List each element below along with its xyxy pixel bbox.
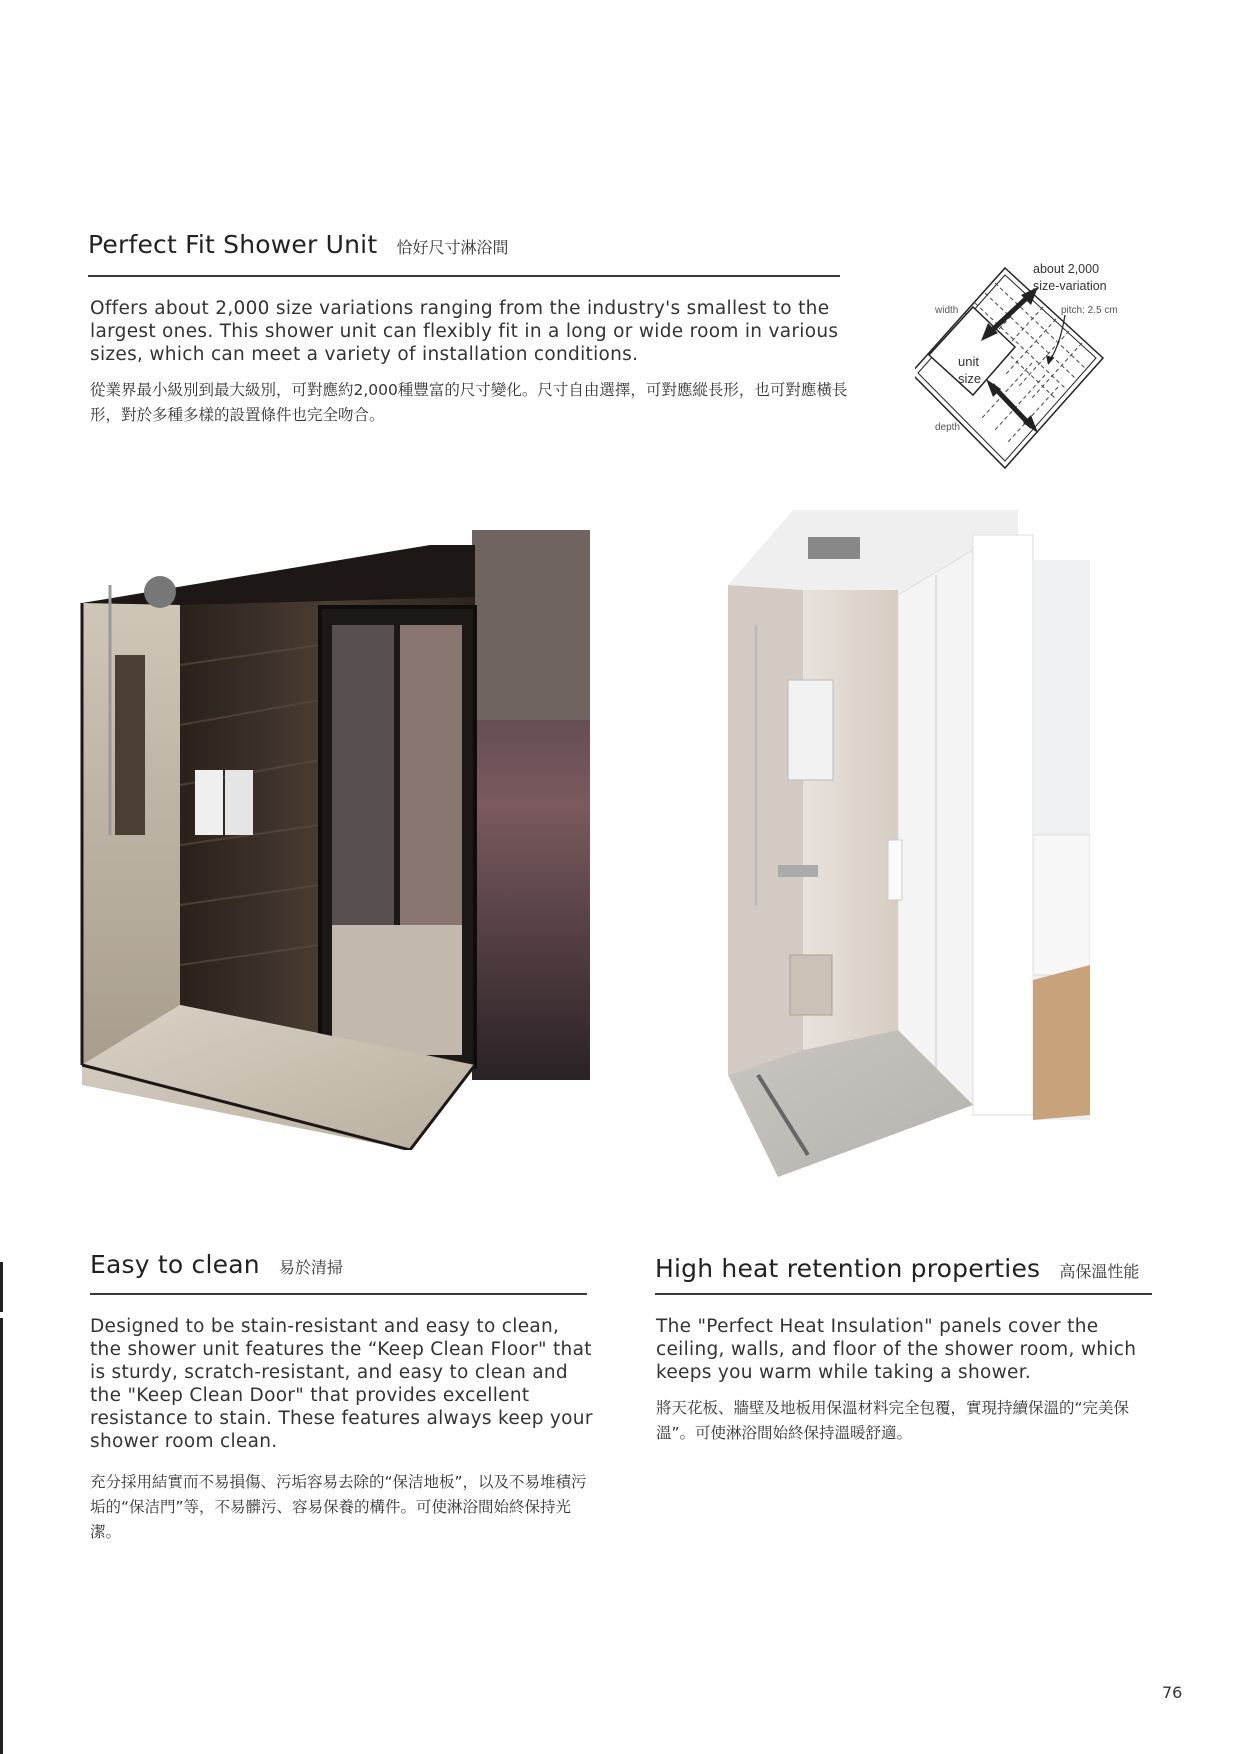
section1-rule	[88, 275, 840, 277]
section2-rule	[90, 1293, 587, 1295]
unit-label-1: unit	[958, 354, 979, 369]
white-shower-photo	[718, 505, 1090, 1177]
section1-title-zh: 恰好尺寸淋浴間	[396, 238, 509, 257]
section2-title-zh: 易於清掃	[278, 1258, 343, 1277]
dark-shower-illustration	[80, 525, 600, 1150]
unit-label-2: size	[958, 371, 982, 386]
variation-label-2: size-variation	[1033, 279, 1107, 293]
section3-title-zh: 高保溫性能	[1059, 1262, 1140, 1281]
section2-heading	[90, 1250, 343, 1279]
section3-body-zh: 將天花板、牆壁及地板用保溫材料完全包覆，實現持續保溫的“完美保溫”。可使淋浴間始終保持溫暖舒適。	[656, 1399, 1130, 1442]
section2-body-zh: 充分採用結實而不易損傷、污垢容易去除的“保洁地板”，以及不易堆積污垢的“保洁門”等，不易髒污、容易保養的構件。可使淋浴間始終保持光潔。	[90, 1473, 587, 1541]
section1-title: Perfect Fit Shower Unit	[88, 230, 378, 259]
section1-body-en: Offers about 2,000 size variations ranging from the industry's smallest to the largest ones. This shower unit can flexibly fit in a long or wide room in various sizes, which can meet a variety of installation conditions.	[90, 298, 839, 365]
section2-body-en: Designed to be stain-resistant and easy to clean, the shower unit features the “Keep Clean Floor" that is sturdy, scratch-resistant, and easy to clean and the "Keep Clean Door" that provides excellent resistance to stain. These features always keep your shower room clean.	[90, 1316, 593, 1452]
dark-shower-photo	[80, 525, 600, 1150]
width-label: width	[935, 305, 959, 316]
pitch-label: pitch: 2.5 cm	[1061, 305, 1118, 316]
section3-title: High heat retention properties	[655, 1254, 1041, 1283]
variation-label-1: about 2,000	[1033, 262, 1100, 276]
size-variation-diagram	[915, 255, 1135, 485]
page-number: 76	[1162, 1683, 1183, 1702]
depth-label: depth	[935, 422, 961, 433]
section3-body-en: The "Perfect Heat Insulation" panels cover the ceiling, walls, and floor of the shower room, which keeps you warm while taking a shower.	[656, 1316, 1137, 1383]
section3-rule	[655, 1293, 1152, 1295]
margin-bar-1	[0, 1262, 3, 1312]
section1-body-zh: 從業界最小級別到最大級別，可對應約2,000種豐富的尺寸變化。尺寸自由選擇，可對應縱長形，也可對應橫長形，對於多種多樣的設置條件也完全吻合。	[90, 381, 848, 424]
margin-bar-2	[0, 1318, 3, 1754]
section1-heading	[88, 230, 508, 259]
section2-title: Easy to clean	[90, 1250, 260, 1279]
section3-heading	[655, 1254, 1139, 1283]
white-shower-illustration	[718, 505, 1090, 1177]
